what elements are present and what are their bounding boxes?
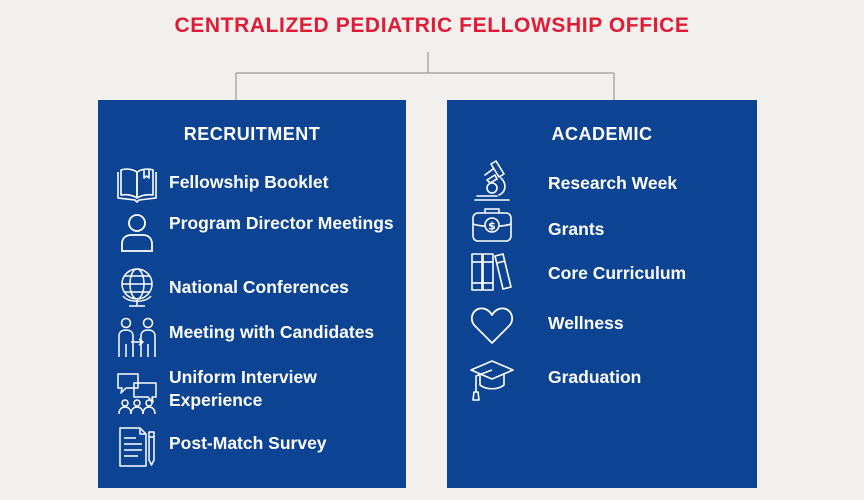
org-connector	[0, 0, 864, 110]
recruitment-item-label: Post-Match Survey	[169, 433, 327, 453]
academic-heading: ACADEMIC	[551, 124, 653, 144]
page-title: CENTRALIZED PEDIATRIC FELLOWSHIP OFFICE	[174, 14, 690, 37]
academic-panel	[447, 100, 757, 488]
book-icon	[114, 162, 160, 208]
recruitment-item-label: Uniform Interview Experience	[169, 367, 317, 410]
person-icon	[114, 210, 160, 256]
recruitment-heading: RECRUITMENT	[183, 124, 321, 144]
globe-icon	[114, 264, 160, 310]
recruitment-item-label: Fellowship Booklet	[169, 172, 329, 192]
recruitment-item-label: Program Director Meetings	[169, 213, 394, 233]
academic-item-label: Research Week	[548, 173, 678, 193]
academic-item-label: Wellness	[548, 313, 624, 333]
recruitment-panel	[98, 100, 406, 488]
graduation-cap-icon	[469, 356, 515, 402]
books-icon	[469, 250, 515, 296]
academic-item-label: Grants	[548, 219, 605, 239]
people-meeting-icon	[114, 314, 160, 360]
academic-item-label: Core Curriculum	[548, 263, 687, 283]
chat-group-icon	[114, 370, 160, 416]
microscope-icon	[469, 158, 515, 204]
recruitment-item-label: National Conferences	[169, 277, 349, 297]
heart-icon	[469, 302, 515, 348]
svg-text:$: $	[488, 219, 496, 233]
academic-item-label: Graduation	[548, 367, 642, 387]
recruitment-item-label: Meeting with Candidates	[169, 322, 375, 342]
survey-icon	[114, 424, 160, 470]
money-bag-icon	[469, 204, 515, 250]
